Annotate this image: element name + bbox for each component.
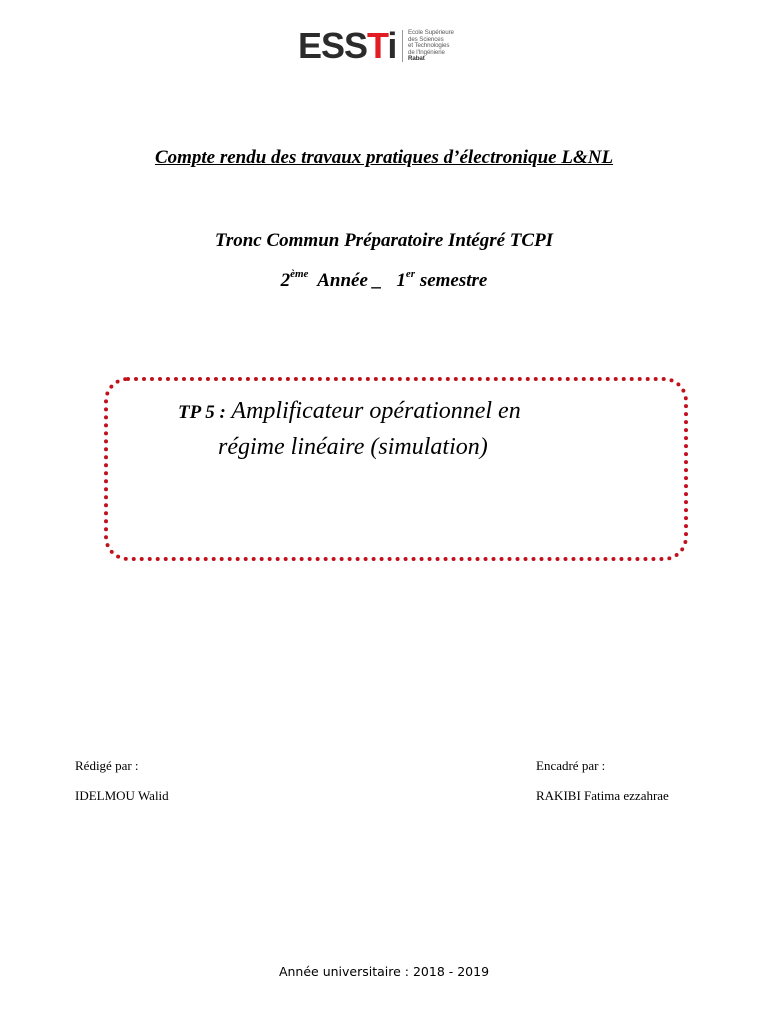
- semester-suffix: er: [405, 268, 416, 280]
- logo-separator: [402, 30, 403, 62]
- tp-title-line1: [178, 398, 521, 425]
- logo-wordmark-part3: i: [387, 25, 397, 66]
- logo-subtitle-line: des Sciences: [408, 35, 444, 43]
- semester-text: semestre: [415, 270, 488, 291]
- written-by-label: Rédigé par :: [75, 758, 139, 773]
- academic-year: Année universitaire : 2018 - 2019: [278, 964, 490, 979]
- logo-wordmark-part2: T: [367, 25, 388, 66]
- logo-subtitle-line: Ecole Supérieure: [408, 29, 454, 36]
- year-number: 2: [280, 270, 291, 291]
- logo-subtitle: [408, 30, 474, 63]
- logo-wordmark: [298, 26, 396, 66]
- year-suffix: ème: [290, 268, 309, 280]
- logo-subtitle-line: de l'Ingénierie: [408, 48, 445, 56]
- tp-title-text1: Amplificateur opérationnel en: [225, 398, 521, 424]
- logo-subtitle-line: et Technologies: [408, 42, 450, 50]
- document-title: Compte rendu des travaux pratiques d’électronique L&NL: [154, 147, 614, 168]
- logo-subtitle-city: Rabat: [408, 55, 425, 63]
- year-text: Année _: [308, 270, 397, 291]
- year-semester-line: [0, 270, 768, 292]
- program-name: Tronc Commun Préparatoire Intégré TCPI: [214, 230, 554, 251]
- semester-number: 1: [396, 270, 406, 291]
- supervised-by-name: RAKIBI Fatima ezzahrae: [536, 788, 669, 803]
- logo-wordmark-part1: ESS: [298, 25, 368, 66]
- tp-title-line2: régime linéaire (simulation): [218, 434, 488, 460]
- written-by-name: IDELMOU Walid: [75, 788, 169, 803]
- tp-number-label: TP 5 :: [178, 402, 226, 423]
- supervised-by-label: Encadré par :: [536, 758, 606, 773]
- essti-logo: [298, 26, 474, 68]
